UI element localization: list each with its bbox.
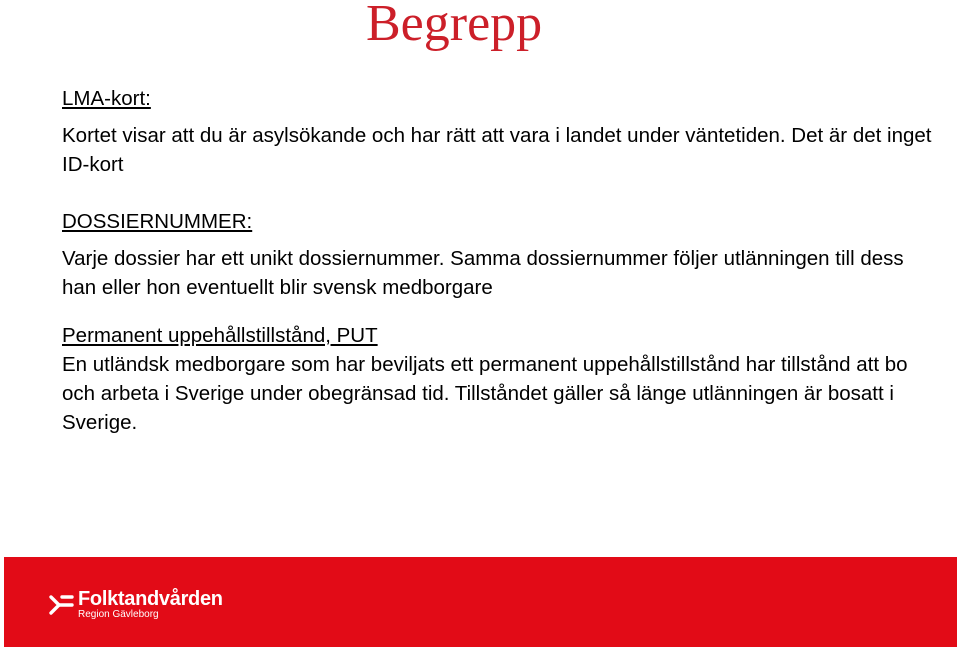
folktandvarden-wing-logo-icon bbox=[48, 592, 74, 618]
term-heading-dossiernummer: DOSSIERNUMMER: bbox=[62, 210, 253, 233]
term-heading-lma: LMA-kort: bbox=[62, 87, 151, 110]
term-definition-lma: Kortet visar att du är asylsökande och har rätt att vara i landet under väntetiden. Det är det inget ID-kort bbox=[62, 124, 932, 176]
term-definition-dossiernummer: Varje dossier har ett unikt dossiernummer. Samma dossiernummer följer utlänningen till dess han eller hon eventuellt blir svensk medborgare bbox=[62, 247, 904, 299]
folktandvarden-logo bbox=[48, 589, 223, 621]
logo-region: Region Gävleborg bbox=[78, 609, 159, 620]
footer-bar bbox=[4, 557, 957, 647]
term-heading-put: Permanent uppehållstillstånd, PUT bbox=[62, 324, 378, 347]
page-title: Begrepp bbox=[366, 0, 543, 52]
logo-name: Folktandvården bbox=[78, 588, 223, 610]
term-definition-put: En utländsk medborgare som har beviljats ett permanent uppehållstillstånd har tillstånd att bo och arbeta i Sverige under obegränsad tid. Tillståndet gäller så länge utlänningen är bosatt i Sverige. bbox=[62, 353, 908, 434]
terms-list bbox=[62, 84, 942, 437]
